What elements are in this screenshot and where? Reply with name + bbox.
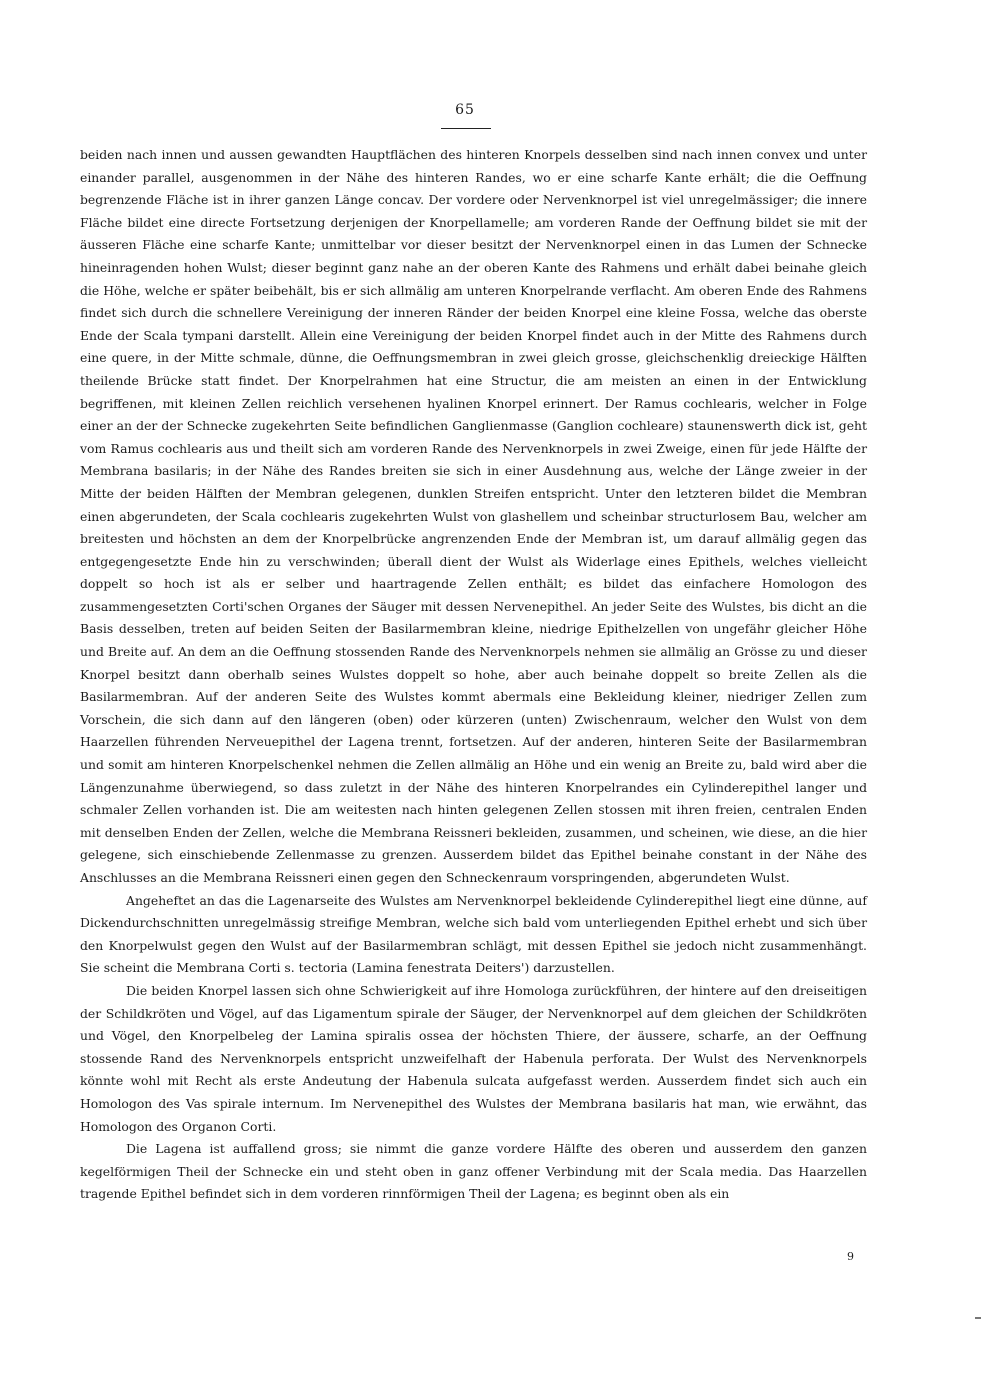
signature-mark: 9 [847, 1250, 854, 1263]
page-number-rule [441, 128, 491, 129]
paragraph-1: beiden nach innen und aussen gewandten Hauptflächen des hinteren Knorpels desselben sind nach innen convex und unter einander parallel, ausgenommen in der Nähe des hinteren Randes, wo er eine scharfe Kante erhält; die die Oeffnung begrenzende Fläche ist in ihrer ganzen Länge concav. Der vordere oder Nervenknorpel ist viel unregelmässiger; die innere Fläche bildet eine directe Fortsetzung derjenigen der Knorpellamelle; am vorderen Rande der Oeffnung bildet sie mit der äusseren Fläche eine scharfe Kante; unmittelbar vor dieser besitzt der Nervenknorpel einen in das Lumen der Schnecke hineinragenden hohen Wulst; dieser beginnt ganz nahe an der oberen Kante des Rahmens und erhält dabei beinahe gleich die Höhe, welche er später beibehält, bis er sich allmälig am unteren Knorpelrande verflacht. Am oberen Ende des Rahmens findet sich durch die schnellere Vereinigung der inneren Ränder der beiden Knorpel eine kleine Fossa, welche das oberste Ende der Scala tympani darstellt. Allein eine Vereinigung der beiden Knorpel findet auch in der Mitte des Rahmens durch eine quere, in der Mitte schmale, dünne, die Oeffnungsmembran in zwei gleich grosse, gleichschenklig dreieckige Hälften theilende Brücke statt findet. Der Knorpelrahmen hat eine Structur, die am meisten an einen in der Entwicklung begriffenen, mit kleinen Zellen reichlich versehenen hyalinen Knorpel erinnert. Der Ramus cochlearis, welcher in Folge einer an der der Schnecke zugekehrten Seite befindlichen Ganglienmasse (Ganglion cochleare) staunenswerth dick ist, geht vom Ramus cochlearis aus und theilt sich am vorderen Rande des Nervenknorpels in zwei Zweige, einen für jede Hälfte der Membrana basilaris; in der Nähe des Randes breiten sie sich in einer Ausdehnung aus, welche der Länge zweier in der Mitte der beiden Hälften der Membran gelegenen, dunklen Streifen entspricht. Unter den letzteren bildet die Membran einen abgerundeten, der Scala cochlearis zugekehrten Wulst von glashellem und scheinbar structurlosem Bau, welcher am breitesten und höchsten an dem der Knorpelbrücke angrenzenden Ende der Membran ist, um darauf allmälig gegen das entgegengesetzte Ende hin zu verschwinden; überall dient der Wulst als Widerlage eines Epithels, welches vielleicht doppelt so hoch ist als er selber und haartragende Zellen enthält; es bildet das einfachere Homologon des zusammengesetzten Corti'schen Organes der Säuger mit dessen Nervenepithel. An jeder Seite des Wulstes, bis dicht an die Basis desselben, treten auf beiden Seiten der Basilarmembran kleine, niedrige Epithelzellen von ungefähr gleicher Höhe und Breite auf. An dem an die Oeffnung stossenden Rande des Nervenknorpels nehmen sie allmälig an Grösse zu und dieser Knorpel besitzt dann oberhalb seines Wulstes doppelt so hohe, aber auch beinahe doppelt so breite Zellen als die Basilarmembran. Auf der anderen Seite des Wulstes kommt abermals eine Bekleidung kleiner, niedriger Zellen zum Vorschein, die sich dann auf den längeren (oben) oder kürzeren (unten) Zwischenraum, welcher den Wulst von dem Haarzellen führenden Nerveuepithel der Lagena trennt, fortsetzen. Auf der anderen, hinteren Seite der Basilarmembran und somit am hinteren Knorpelschenkel nehmen die Zellen allmälig an Höhe und ein wenig an Breite zu, bald wird aber die Längenzunahme überwiegend, so dass zuletzt in der Nähe des hinteren Knorpelrandes ein Cylinderepithel langer und schmaler Zellen vorhanden ist. Die am weitesten nach hinten gelegenen Zellen stossen mit ihren freien, centralen Enden mit denselben Enden der Zellen, welche die Membrana Reissneri bekleiden, zusammen, und scheinen, wie diese, an die hier gelegene, sich einschiebende Zellenmasse zu grenzen. Ausserdem bildet das Epithel beinahe constant in der Nähe des Anschlusses an die Membrana Reissneri einen gegen den Schneckenraum vorspringenden, abgerundeten Wulst. [80, 147, 867, 885]
paragraph-4: Die Lagena ist auffallend gross; sie nimmt die ganze vordere Hälfte des oberen und ausserdem den ganzen kegelförmigen Theil der Schnecke ein und steht oben in ganz offener Verbindung mit der Scala media. Das Haarzellen tragende Epithel befindet sich in dem vorderen rinnförmigen Theil der Lagena; es beginnt oben als ein [80, 1141, 867, 1202]
margin-mark [975, 1317, 981, 1319]
paragraph-2: Angeheftet an das die Lagenarseite des Wulstes am Nervenknorpel bekleidende Cylinderepithel liegt eine dünne, auf Dickendurchschnitten unregelmässig streifige Membran, welche sich bald vom unterliegenden Epithel erhebt und sich über den Knorpelwulst gegen den Wulst auf der Basilarmembran schlägt, mit dessen Epithel sie jedoch nicht zusammenhängt. Sie scheint die Membrana Corti s. tectoria (Lamina fenestrata Deiters') darzustellen. [80, 892, 867, 976]
paragraph-3: Die beiden Knorpel lassen sich ohne Schwierigkeit auf ihre Homologa zurückführen, der hintere auf den dreiseitigen der Schildkröten und Vögel, auf das Ligamentum spirale der Säuger, der Nervenknorpel auf dem gleichen der Schildkröten und Vögel, den Knorpelbeleg der Lamina spiralis ossea der höchsten Thiere, der äussere, scharfe, an der Oeffnung stossende Rand des Nervenknorpels entspricht unzweifelhaft der Habenula perforata. Der Wulst des Nervenknorpels könnte wohl mit Recht als erste Andeutung der Habenula sulcata aufgefasst werden. Ausserdem findet sich auch ein Homologon des Vas spirale internum. Im Nervenepithel des Wulstes der Membrana basilaris hat man, wie erwähnt, das Homologon des Organon Corti. [80, 982, 867, 1134]
body-text [80, 144, 867, 1206]
page-number: 65 [455, 102, 475, 118]
